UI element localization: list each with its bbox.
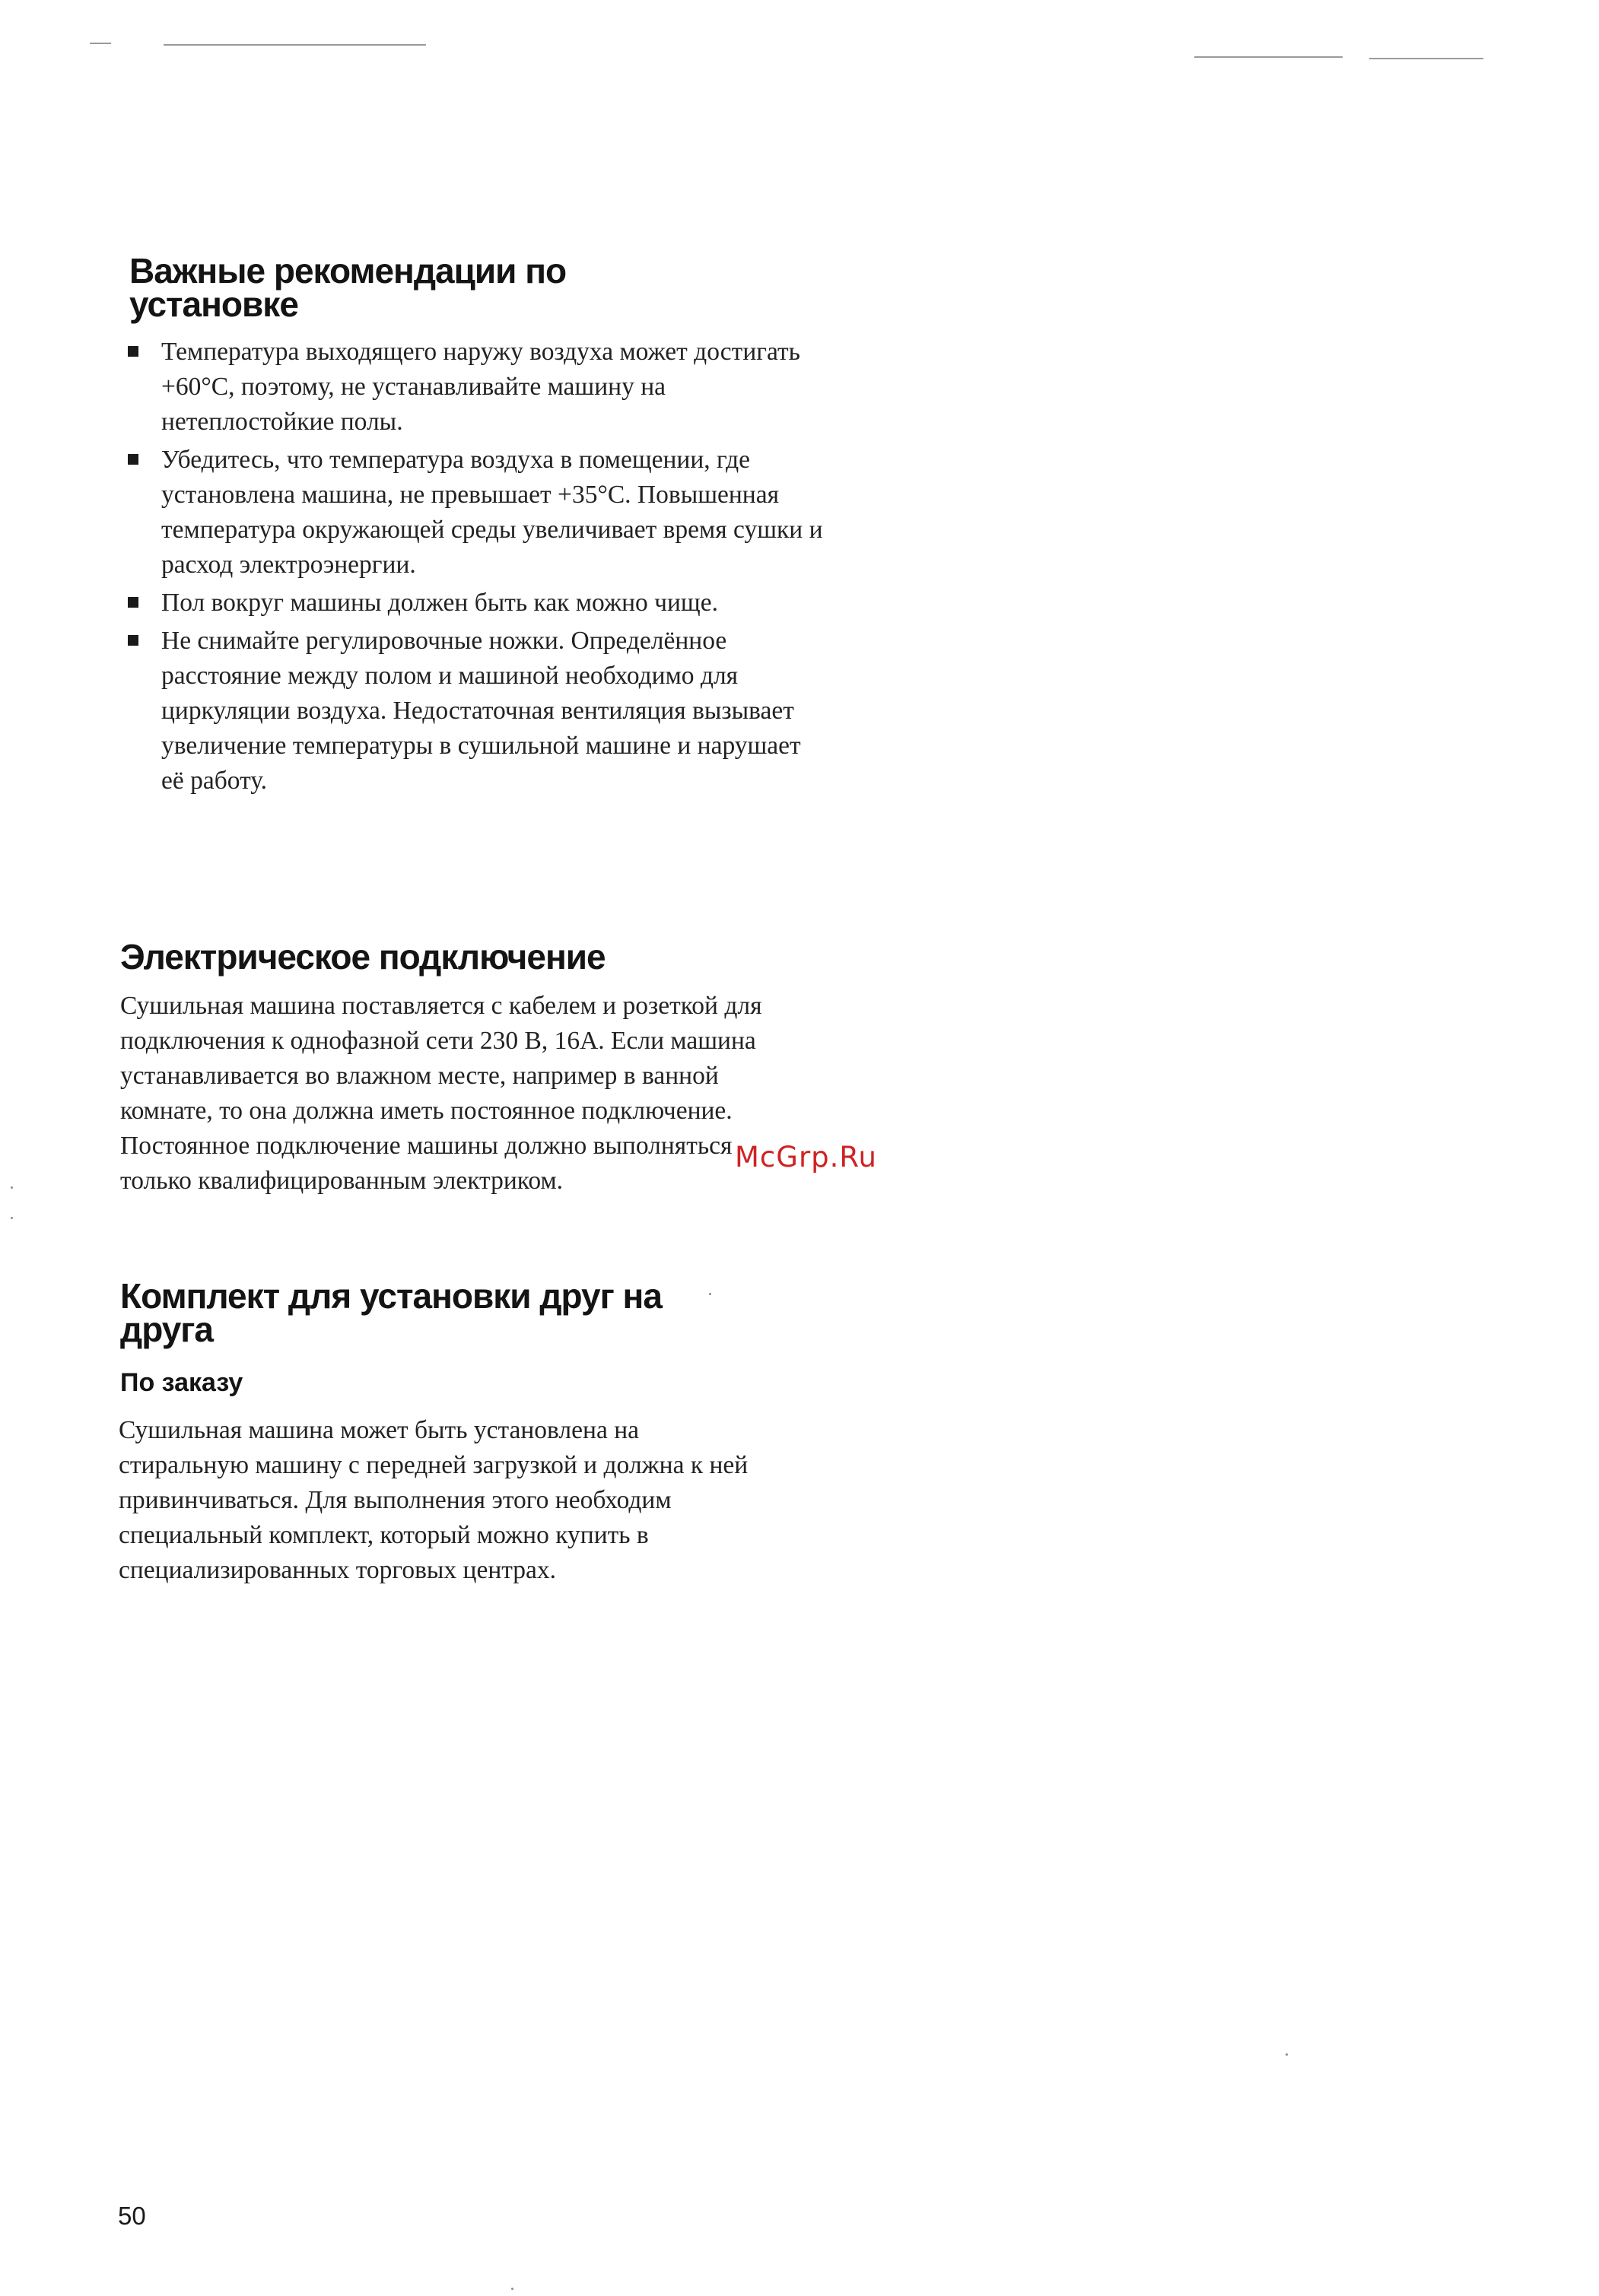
site-watermark: McGrp.Ru (735, 1141, 877, 1173)
scan-artifact-line (90, 43, 111, 44)
section-title-install: Важные рекомендации по установке (129, 251, 567, 324)
list-item (122, 335, 823, 440)
scan-speck (1286, 2053, 1288, 2056)
square-bullet-icon (128, 346, 138, 357)
page-number: 50 (118, 2202, 146, 2230)
scan-artifact-line (1194, 56, 1343, 58)
scan-artifact-line (1369, 58, 1483, 59)
scan-speck (11, 1186, 13, 1189)
list-item-text: Пол вокруг машины должен быть как можно чище. (161, 589, 718, 617)
stacking-paragraph: Сушильная машина может быть установлена на стиральную машину с передней загрузкой и должна к ней привинчиваться. Для выполнения этого необходим специальный комплект, который можно купить в специализированных торговых центрах. (119, 1416, 749, 1584)
list-item (122, 586, 777, 621)
list-item (122, 624, 823, 799)
list-item-text: Температура выходящего наружу воздуха может достигать +60°C, поэтому, не устанавливайте машину на нетеплостойкие полы. (161, 338, 800, 436)
install-recommendations-list (122, 335, 823, 802)
electric-paragraph: Сушильная машина поставляется с кабелем и розеткой для подключения к однофазной сети 230 В, 16А. Если машина устанавливается во влажном месте, например в ванной комнате, то она должна иметь постоянное подключение. Постоянное подключение машины должно выполняться только квалифицированным электриком. (120, 992, 762, 1195)
square-bullet-icon (128, 454, 138, 465)
scan-speck (709, 1293, 711, 1295)
list-item (122, 443, 823, 583)
list-item-text: Убедитесь, что температура воздуха в помещении, где установлена машина, не превышает +35°C. Повышенная температура окружающей среды увеличивает время сушки и расход электроэнергии. (161, 446, 823, 579)
section-title-electric: Электрическое подключение (120, 937, 606, 977)
square-bullet-icon (128, 635, 138, 646)
list-item-text: Не снимайте регулировочные ножки. Определённое расстояние между полом и машиной необходимо для циркуляции воздуха. Недостаточная вентиляция вызывает увеличение температуры в сушильной машине и нарушает её работу. (161, 627, 801, 795)
scan-speck (11, 1217, 13, 1219)
scan-speck (511, 2288, 513, 2290)
square-bullet-icon (128, 597, 138, 608)
section-title-stacking: Комплект для установки друг на друга (120, 1276, 662, 1349)
section-subtitle-order: По заказу (120, 1368, 243, 1397)
scan-artifact-line (164, 44, 426, 46)
